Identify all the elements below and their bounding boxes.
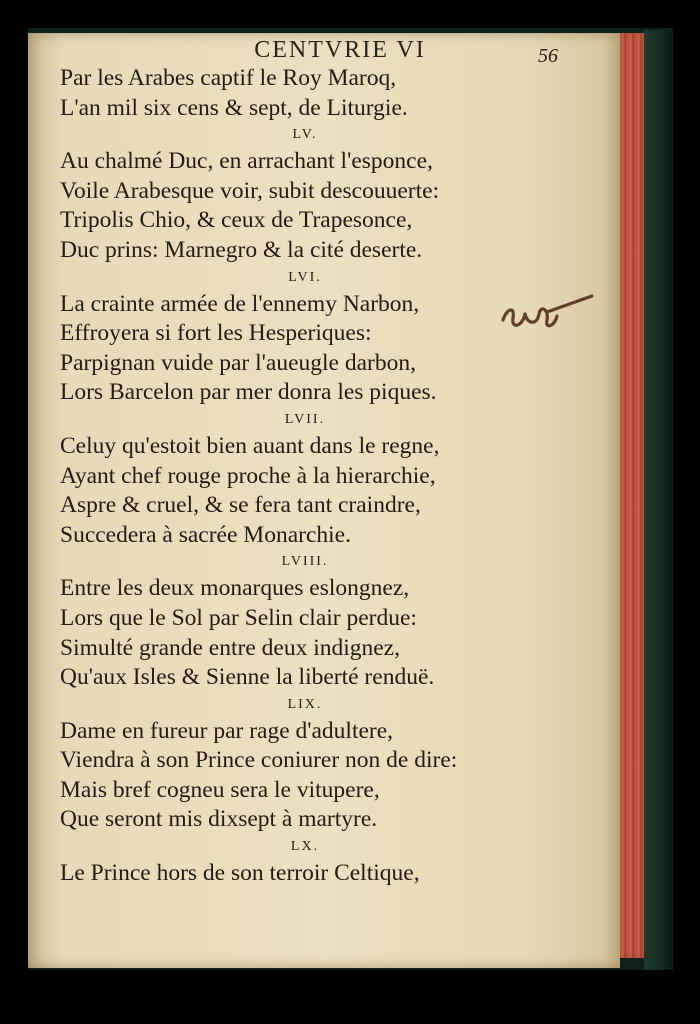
verse-line: Effroyera si fort les Hesperiques: xyxy=(60,320,372,347)
quatrain-numeral: LVII. xyxy=(284,411,326,427)
verse-line: Entre les deux monarques eslongnez, xyxy=(60,575,410,602)
verse-line: Qu'aux Isles & Sienne la liberté renduë. xyxy=(60,664,435,691)
verse-line: Le Prince hors de son terroir Celtique, xyxy=(60,860,420,887)
verse-line: Dame en fureur par rage d'adultere, xyxy=(60,717,394,744)
quatrain-text xyxy=(60,64,530,889)
verse-line: La crainte armée de l'ennemy Narbon, xyxy=(60,290,420,317)
verse-line: Par les Arabes captif le Roy Maroq, xyxy=(60,65,397,91)
verse-line: Tripolis Chio, & ceux de Trapesonce, xyxy=(60,207,413,234)
verse-line: Au chalmé Duc, en arrachant l'esponce, xyxy=(60,148,433,175)
verse-line: Mais bref cogneu sera le vitupere, xyxy=(60,776,380,803)
verse-line: Succedera à sacrée Monarchie. xyxy=(60,521,351,548)
verse-line: Viendra à son Prince coniurer non de dire: xyxy=(60,747,458,774)
red-page-edges xyxy=(620,33,644,958)
quatrain-numeral: LVI. xyxy=(288,269,322,285)
quatrain-numeral: LIX. xyxy=(287,696,323,712)
verse-line: Voile Arabesque voir, subit descouuerte: xyxy=(60,177,440,204)
verse-line: Lors que le Sol par Selin clair perdue: xyxy=(60,604,417,631)
book-cover-edge xyxy=(644,30,669,970)
verse-line: Simulté grande entre deux indignez, xyxy=(60,634,400,661)
verse-line: Ayant chef rouge proche à la hierarchie, xyxy=(60,462,436,489)
verse-line: Lors Barcelon par mer donra les piques. xyxy=(60,379,437,406)
verse-line: Aspre & cruel, & se fera tant craindre, xyxy=(60,492,421,519)
verse-line: L'an mil six cens & sept, de Liturgie. xyxy=(60,94,408,121)
verse-line: Celuy qu'estoit bien auant dans le regne, xyxy=(60,432,440,459)
quatrain-numeral: LX. xyxy=(290,839,320,855)
running-title: CENTVRIE VI xyxy=(254,37,426,63)
quatrain-numeral: LV. xyxy=(292,127,318,143)
quatrain-numeral: LVIII. xyxy=(281,554,329,570)
verse-line: Que seront mis dixsept à martyre. xyxy=(60,806,378,833)
verse-line: Duc prins: Marnegro & la cité deserte. xyxy=(60,236,423,263)
handwritten-ink-mark xyxy=(497,290,597,340)
page-number: 56 xyxy=(538,45,558,67)
verse-line: Parpignan vuide par l'aueugle darbon, xyxy=(60,349,416,376)
